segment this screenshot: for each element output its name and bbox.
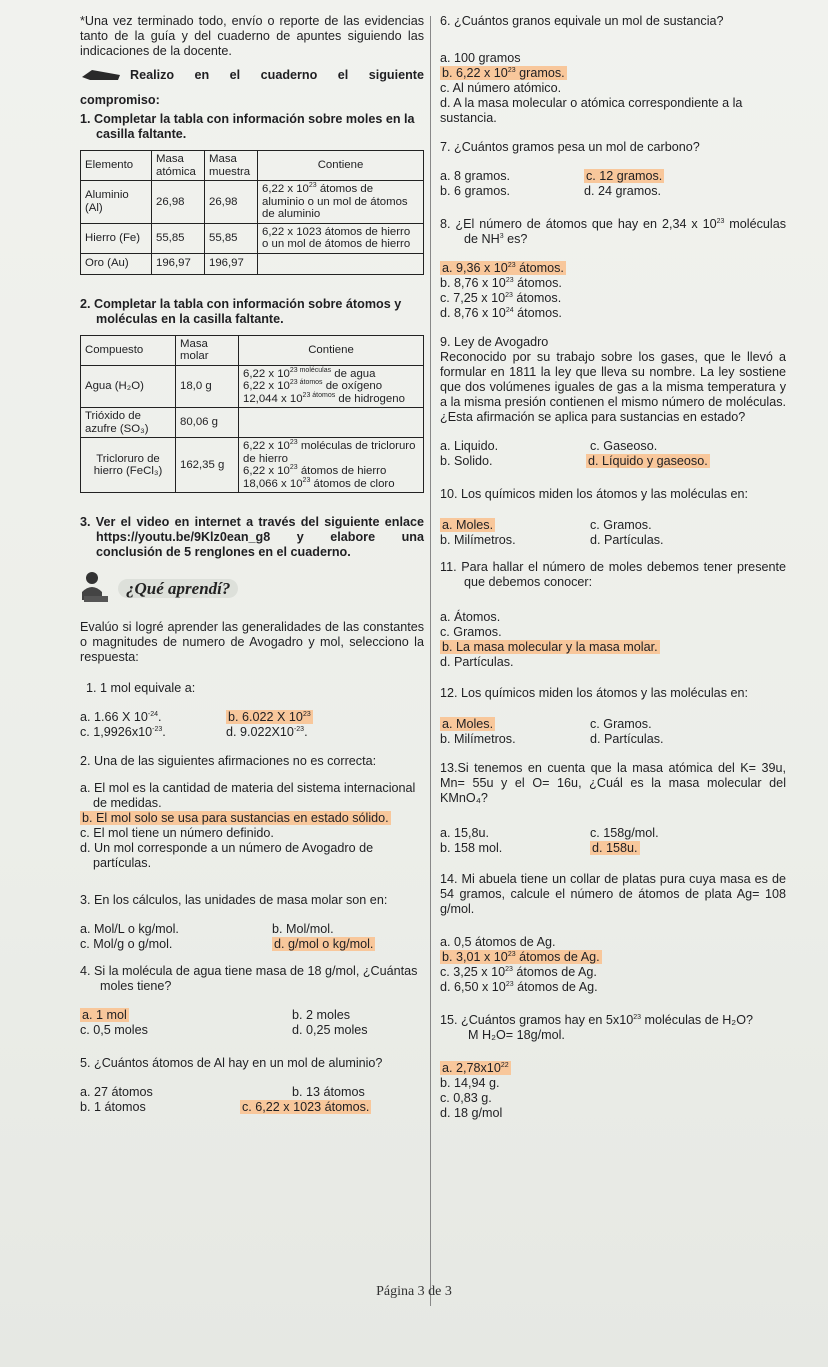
question-15: 15. ¿Cuántos gramos hay en $5x10^{23}$ moléculas de H₂O? (440, 1013, 754, 1027)
option-selected[interactable]: c. 12 gramos. (586, 169, 663, 183)
option[interactable]: c. 0,83 g. (440, 1091, 492, 1105)
option[interactable]: d. Partículas. (590, 533, 664, 547)
option[interactable]: c. Gaseoso. (590, 439, 658, 453)
question-12: 12. Los químicos miden los átomos y las moléculas en: (440, 686, 748, 700)
table-cell: 6,22 x $10^{23 moléculas}$ de agua 6,22 x $10^{23 átomos}$ de oxígeno 12,044 x $10^{23 átomos}$ de hidrogeno (239, 365, 424, 408)
intro-text: *Una vez terminado todo, envío o reporte de las evidencias tanto de la guía y del cuaderno de apuntes siguiendo las indicaciones de la docente. (80, 14, 424, 58)
table-cell: 196,97 (205, 253, 258, 274)
q4-options (80, 1008, 424, 1038)
table-cell: Trióxido de azufre (SO₃) (81, 408, 176, 438)
option[interactable]: c. Gramos. (440, 625, 502, 639)
molecules-table (80, 335, 424, 494)
table-cell (239, 408, 424, 438)
table-cell (258, 253, 424, 274)
q1-options (80, 710, 424, 740)
option[interactable]: b. 1 átomos (80, 1100, 146, 1114)
option[interactable]: b. 6 gramos. (440, 184, 510, 198)
table-cell: 162,35 g (176, 438, 239, 493)
option[interactable]: a. Liquido. (440, 439, 499, 453)
q14-options (440, 935, 786, 995)
option-selected[interactable]: a. Moles. (442, 717, 494, 731)
learned-title: ¿Qué aprendí? (118, 579, 238, 598)
option[interactable]: d. Partículas. (440, 655, 514, 669)
q13-options (440, 826, 786, 856)
option[interactable]: b. 8,76 x $10^{23}$ átomos. (440, 276, 562, 290)
question-9-title: 9. Ley de Avogadro (440, 335, 549, 349)
question-6: 6. ¿Cuántos granos equivale un mol de sustancia? (440, 14, 724, 28)
table-header-row (81, 335, 424, 365)
question-11: 11. Para hallar el número de moles debemos tener presente que debemos conocer: (440, 560, 786, 589)
option[interactable]: a. 15,8u. (440, 826, 490, 840)
video-link[interactable]: https://youtu.be/9Klz0ean_g8 (96, 530, 271, 544)
q11-options (440, 610, 786, 670)
option[interactable]: d. Partículas. (590, 732, 664, 746)
option[interactable]: b. 2 moles (292, 1008, 351, 1022)
pencil-icon (80, 67, 124, 83)
commitment-heading: Realizo en el cuaderno el siguiente (130, 67, 424, 82)
option[interactable]: c. Gramos. (590, 717, 652, 731)
commitment-line (80, 67, 424, 83)
table-row (81, 223, 424, 253)
column-divider (430, 16, 431, 1306)
option[interactable]: b. 13 átomos (292, 1085, 365, 1099)
question-8: 8. ¿El número de átomos que hay en 2,34 x $10^{23}$ moléculas de $NH^3$ es? (440, 217, 786, 246)
table-cell: Oro (Au) (81, 253, 152, 274)
q6-options (440, 51, 786, 126)
option[interactable]: a. Mol/L o kg/mol. (80, 922, 179, 936)
option[interactable]: c. Gramos. (590, 518, 652, 532)
table-cell: Tricloruro de hierro (FeCl₃) (81, 438, 176, 493)
question-2: 2. Una de las siguientes afirmaciones no es correcta: (80, 754, 377, 768)
option[interactable]: a. 100 gramos (440, 51, 521, 65)
right-column (440, 14, 786, 1121)
commitment-heading-2: compromiso: (80, 93, 160, 107)
option-selected[interactable]: d. Líquido y gaseoso. (588, 454, 708, 468)
q7-options (440, 169, 786, 199)
table-header: Masa molar (176, 335, 239, 365)
table-cell: 6,22 x $10^{23}$ moléculas de tricloruro de hierro 6,22 x $10^{23}$ átomos de hierro 18,066 x $10^{23}$ átomos de cloro (239, 438, 424, 493)
evaluation-text: Evalúo si logré aprender las generalidades de las constantes o magnitudes de numero de Avogadro y mol, selecciono la respuesta: (80, 620, 424, 664)
table-row (81, 253, 424, 274)
option[interactable]: a. 27 átomos (80, 1085, 153, 1099)
option[interactable]: c. 0,5 moles (80, 1023, 148, 1037)
learned-header (80, 570, 424, 606)
option[interactable]: d. 24 gramos. (584, 184, 662, 198)
option-selected[interactable]: d. 158u. (592, 841, 638, 855)
table-header: Contiene (258, 151, 424, 181)
q3-options (80, 922, 424, 952)
option[interactable]: c. 3,25 x $10^{23}$ átomos de Ag. (440, 965, 597, 979)
option-selected[interactable]: b. 6.022 X $10^{23}$ (228, 710, 311, 724)
student-icon (80, 570, 112, 606)
table-cell: 6,22 x $10^{23}$ átomos de aluminio o un mol de átomos de aluminio (258, 181, 424, 224)
question-4: 4. Si la molécula de agua tiene masa de 18 g/mol, ¿Cuántas moles tiene? (80, 964, 418, 993)
option-selected[interactable]: b. 3,01 x $10^{23}$ átomos de Ag. (442, 950, 600, 964)
table-cell: Hierro (Fe) (81, 223, 152, 253)
question-3: 3. En los cálculos, las unidades de masa molar son en: (80, 893, 388, 907)
table-header-row (81, 151, 424, 181)
question-15-molar-mass: M H₂O= 18g/mol. (468, 1028, 565, 1042)
option[interactable]: d. 8,76 x $10^{24}$ átomos. (440, 306, 562, 320)
option-selected[interactable]: b. La masa molecular y la masa molar. (442, 640, 658, 654)
table-cell: 55,85 (152, 223, 205, 253)
option[interactable]: d. Un mol corresponde a un número de Avogadro de partículas. (80, 841, 374, 870)
table-cell: 26,98 (205, 181, 258, 224)
table-cell: Agua (H₂O) (81, 365, 176, 408)
option[interactable]: b. Milímetros. (440, 533, 516, 547)
table-header: Compuesto (81, 335, 176, 365)
option[interactable]: b. Milímetros. (440, 732, 516, 746)
option[interactable]: c. Mol/g o g/mol. (80, 937, 173, 951)
option[interactable]: b. Mol/mol. (272, 922, 334, 936)
table-row (81, 438, 424, 493)
option[interactable]: d. 18 g/mol (440, 1106, 503, 1120)
page-number: Página 3 de 3 (376, 1284, 452, 1299)
option-selected[interactable]: a. Moles. (442, 518, 494, 532)
q10-options (440, 518, 786, 548)
table-row (81, 181, 424, 224)
option[interactable]: c. 7,25 x $10^{23}$ átomos. (440, 291, 562, 305)
table-cell: Aluminio (Al) (81, 181, 152, 224)
question-13: 13.Si tenemos en cuenta que la masa atómica del K= 39u, Mn= 55u y el O= 16u, ¿Cuál es la masa molecular del KMnO₄? (440, 761, 786, 805)
task-1: 1. Completar la tabla con información sobre moles en la casilla faltante. (80, 112, 415, 141)
table-cell: 6,22 x 1023 átomos de hierro o un mol de átomos de hierro (258, 223, 424, 253)
option-selected[interactable]: a. 9,36 x $10^{23}$ átomos. (442, 261, 564, 275)
table-cell: 18,0 g (176, 365, 239, 408)
option[interactable]: c. Al número atómico. (440, 81, 562, 95)
table-cell: 80,06 g (176, 408, 239, 438)
table-header: Elemento (81, 151, 152, 181)
task-2: 2. Completar la tabla con información sobre átomos y moléculas en la casilla faltante. (80, 296, 402, 326)
q5-options (80, 1085, 424, 1115)
option[interactable]: b. Solido. (440, 454, 493, 468)
table-cell: 196,97 (152, 253, 205, 274)
option[interactable]: d. A la masa molecular o atómica correspondiente a la sustancia. (440, 96, 743, 125)
q8-options (440, 261, 786, 321)
option-selected[interactable]: b. 6,22 x $10^{23}$ gramos. (442, 66, 565, 80)
option-selected[interactable]: b. El mol solo se usa para sustancias en estado sólido. (82, 811, 389, 825)
table-cell: 26,98 (152, 181, 205, 224)
q12-options (440, 717, 786, 747)
question-14: 14. Mi abuela tiene un collar de platas pura cuya masa es de 54 gramos, calcule el número de átomos de plata Ag= 108 g/mol. (440, 872, 786, 916)
option-selected[interactable]: c. 6,22 x 1023 átomos. (242, 1100, 370, 1114)
question-1: 1. 1 mol equivale a: (86, 681, 196, 695)
option-selected[interactable]: a. $2,78x10^{22}$ (442, 1061, 509, 1075)
option[interactable]: c. El mol tiene un número definido. (80, 826, 274, 840)
question-10: 10. Los químicos miden los átomos y las moléculas en: (440, 487, 748, 501)
task-3: 3. Ver el video en internet a través del siguiente enlace https://youtu.be/9Klz0ean_g8 y elabore una conclusión de 5 renglones en el cuaderno. (80, 515, 424, 559)
question-7: 7. ¿Cuántos gramos pesa un mol de carbono? (440, 140, 700, 154)
option[interactable]: a. El mol es la cantidad de materia del sistema internacional de medidas. (80, 781, 416, 810)
q9-options (440, 439, 786, 469)
option[interactable]: c. 158g/mol. (590, 826, 659, 840)
question-5: 5. ¿Cuántos átomos de Al hay en un mol de aluminio? (80, 1056, 383, 1070)
option[interactable]: d. 6,50 x $10^{23}$ átomos de Ag. (440, 980, 598, 994)
table-header: Masa atómica (152, 151, 205, 181)
left-column (80, 14, 424, 1115)
option[interactable]: a. Átomos. (440, 610, 501, 624)
moles-table (80, 150, 424, 275)
q2-options (80, 781, 424, 871)
table-cell: 55,85 (205, 223, 258, 253)
table-row (81, 365, 424, 408)
option[interactable]: c. $1,9926x10^{-23}$. (80, 725, 166, 739)
question-9-text: Reconocido por su trabajo sobre los gases, que le llevó a formular en 1811 la ley que lleva su nombre. La ley sostiene que dos volúmenes iguales de gas a la misma temperatura y a la misma presión contienen el mismo número de moléculas. ¿Esta afirmación se aplica para sustancias en estado? (440, 350, 786, 424)
option[interactable]: a. 8 gramos. (440, 169, 510, 183)
option[interactable]: d. 0,25 moles (292, 1023, 368, 1037)
option[interactable]: b. 158 mol. (440, 841, 503, 855)
option[interactable]: b. 14,94 g. (440, 1076, 500, 1090)
option[interactable]: d. $9.022X10^{-23}$. (226, 725, 308, 739)
option[interactable]: a. 0,5 átomos de Ag. (440, 935, 556, 949)
table-row (81, 408, 424, 438)
option[interactable]: a. 1.66 X $10^{-24}$. (80, 710, 162, 724)
table-header: Masa muestra (205, 151, 258, 181)
table-header: Contiene (239, 335, 424, 365)
option-selected[interactable]: d. g/mol o kg/mol. (274, 937, 374, 951)
q15-options (440, 1061, 786, 1121)
option-selected[interactable]: a. 1 mol (82, 1008, 127, 1022)
